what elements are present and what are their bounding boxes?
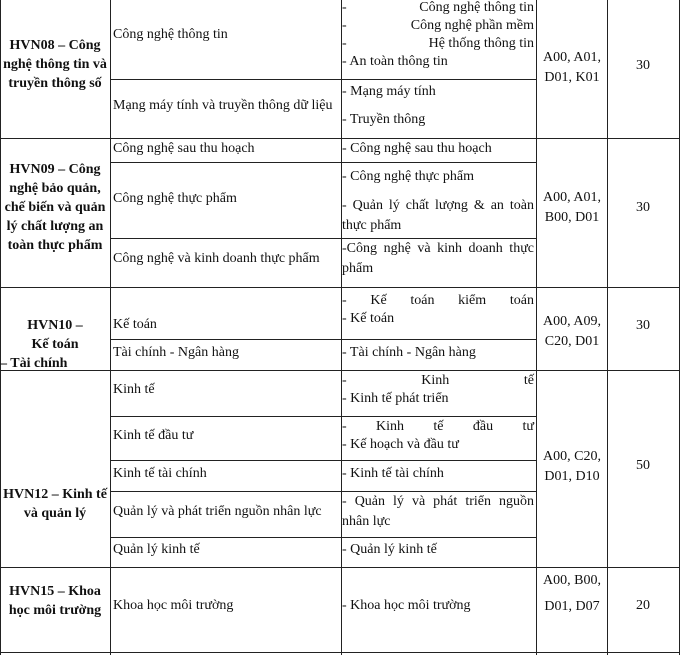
- specialization: - Kinh tế phát triển: [342, 391, 449, 406]
- subject-blocks: A00, B00, D01, D07: [543, 573, 601, 614]
- major-name: Quản lý và phát triển nguồn nhân lực: [113, 504, 322, 519]
- specialization: - Kế toán: [342, 311, 395, 326]
- specialization: - Hệ thống thông tin: [342, 36, 534, 51]
- specialization: - Công nghệ thông tin: [342, 0, 534, 15]
- specialization: - Công nghệ thực phẩm: [342, 169, 475, 184]
- major-name: Kinh tế tài chính: [113, 466, 207, 481]
- group-name: HVN09 – Công nghệ bảo quản, chế biến và quản lý chất lượng an toàn thực phẩm: [4, 162, 106, 253]
- table-border: [0, 287, 680, 288]
- specialization: - Kế hoạch và đầu tư: [342, 437, 459, 452]
- specialization: - Truyền thông: [342, 112, 426, 127]
- major-name: Tài chính - Ngân hàng: [113, 345, 239, 360]
- major-name: Quản lý kinh tế: [113, 542, 200, 557]
- table-border: [110, 537, 536, 538]
- table-border: [110, 162, 536, 163]
- table-border: [0, 138, 680, 139]
- major-name: Công nghệ thông tin: [113, 27, 228, 42]
- quota: 20: [636, 598, 650, 613]
- quota: 30: [636, 58, 650, 73]
- major-name: Kinh tế: [113, 382, 155, 397]
- subject-blocks: A00, A01, D01, K01: [543, 50, 601, 85]
- quota: 30: [636, 200, 650, 215]
- major-name: Kinh tế đầu tư: [113, 428, 194, 443]
- specialization: -Công nghệ và kinh doanh thực phẩm: [342, 241, 534, 276]
- specialization: - Quản lý và phát triển nguồn nhân lực: [342, 494, 534, 529]
- specialization: - Kế toán kiểm toán: [342, 293, 534, 308]
- specialization: - Quản lý kinh tế: [342, 542, 437, 557]
- subject-blocks: A00, C20, D01, D10: [543, 449, 601, 484]
- subject-blocks: A00, A09, C20, D01: [543, 314, 601, 349]
- specialization: - An toàn thông tin: [342, 54, 448, 69]
- specialization: - Kinh tế tài chính: [342, 466, 444, 481]
- group-name: HVN12 – Kinh tế và quản lý: [3, 487, 107, 521]
- group-name: HVN08 – Công nghệ thông tin và truyền thông số: [3, 38, 107, 91]
- major-name: Công nghệ thực phẩm: [113, 191, 237, 206]
- specialization: - Công nghệ sau thu hoạch: [342, 141, 492, 156]
- specialization: - Kinh tế đầu tư: [342, 419, 534, 434]
- table-border: [110, 0, 111, 655]
- major-name: Khoa học môi trường: [113, 598, 234, 613]
- table-border: [0, 652, 680, 653]
- specialization: - Công nghệ phần mềm: [342, 18, 534, 33]
- quota: 50: [636, 458, 650, 473]
- table-border: [110, 339, 536, 340]
- major-name: Mạng máy tính và truyền thông dữ liệu: [113, 98, 333, 113]
- specialization: - Mạng máy tính: [342, 84, 436, 99]
- specialization: - Tài chính - Ngân hàng: [342, 345, 476, 360]
- group-name: HVN15 – Khoa học môi trường: [8, 584, 102, 618]
- major-name: Công nghệ và kinh doanh thực phẩm: [113, 251, 320, 266]
- specialization: - Kinh tế: [342, 373, 534, 388]
- quota: 30: [636, 318, 650, 333]
- group-name: HVN10 – Kế toán – Tài chính: [0, 318, 83, 371]
- subject-blocks: A00, A01, B00, D01: [543, 190, 601, 225]
- specialization: - Quản lý chất lượng & an toàn thực phẩm: [342, 198, 534, 233]
- major-name: Kế toán: [113, 317, 157, 332]
- specialization: - Khoa học môi trường: [342, 598, 471, 613]
- table-border: [110, 460, 536, 461]
- table-border: [110, 79, 536, 80]
- major-name: Công nghệ sau thu hoạch: [113, 141, 255, 156]
